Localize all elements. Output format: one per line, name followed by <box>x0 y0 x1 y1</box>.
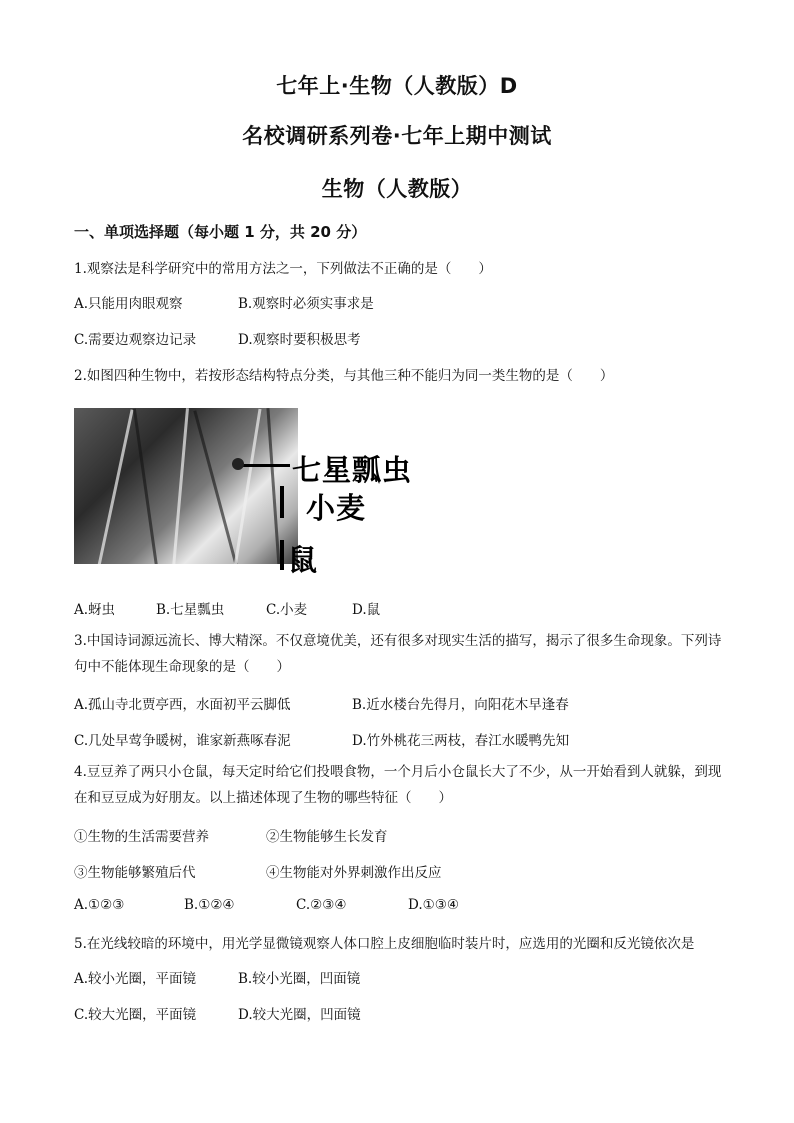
question-2-option-c: C.小麦 <box>266 602 308 618</box>
question-1-option-a: A.只能用肉眼观察 <box>74 296 183 312</box>
question-5-option-a: A.较小光圈，平面镜 <box>74 971 197 987</box>
label-ladybug: 七星瓢虫 <box>292 453 413 487</box>
question-5-option-c: C.较大光圈，平面镜 <box>74 1007 197 1023</box>
doc-title-subject: 生物（人教版） <box>321 177 473 201</box>
question-4-option-d: D.①③④ <box>408 897 459 913</box>
pointer-mouse <box>280 540 284 570</box>
question-4-option-b: B.①②④ <box>184 897 235 913</box>
question-2-option-d: D.鼠 <box>352 602 381 618</box>
section-heading-single-choice: 一、单项选择题（每小题 1 分，共 20 分） <box>74 223 367 241</box>
question-4-stem: 4.豆豆养了两只小仓鼠，每天定时给它们投喂食物，一个月后小仓鼠长大了不少，从一开始看到人就躲，到现在和豆豆成为好朋友。以上描述体现了生物的哪些特征（ ） <box>74 764 722 806</box>
question-3-option-d: D.竹外桃花三两枝，春江水暖鸭先知 <box>352 733 570 749</box>
organisms-photo <box>74 408 298 564</box>
label-wheat: 小麦 <box>306 491 367 525</box>
pointer-wheat <box>280 486 284 518</box>
doc-title-exam: 名校调研系列卷·七年上期中测试 <box>242 124 552 148</box>
question-4-statement-4: ④生物能对外界刺激作出反应 <box>266 865 442 881</box>
question-2-figure <box>74 398 434 577</box>
question-1-stem: 1.观察法是科学研究中的常用方法之一，下列做法不正确的是（ ） <box>74 261 492 277</box>
question-4-statement-1: ①生物的生活需要营养 <box>74 829 209 845</box>
label-mouse: 鼠 <box>288 543 319 577</box>
question-1-option-c: C.需要边观察边记录 <box>74 332 197 348</box>
question-4-option-a: A.①②③ <box>74 897 125 913</box>
doc-title-series: 七年上·生物（人教版）D <box>276 74 518 98</box>
question-3-option-a: A.孤山寺北贾亭西，水面初平云脚低 <box>74 697 291 713</box>
question-4-option-c: C.②③④ <box>296 897 347 913</box>
question-3-stem: 3.中国诗词源远流长、博大精深。不仅意境优美，还有很多对现实生活的描写，揭示了很多生命现象。下列诗句中不能体现生命现象的是（ ） <box>74 633 722 675</box>
question-2-option-b: B.七星瓢虫 <box>156 602 225 618</box>
question-5-stem: 5.在光线较暗的环境中，用光学显微镜观察人体口腔上皮细胞临时装片时，应选用的光圈和反光镜依次是 <box>74 936 695 952</box>
question-2-option-a: A.蚜虫 <box>74 602 116 618</box>
question-3-option-c: C.几处早莺争暖树，谁家新燕啄春泥 <box>74 733 291 749</box>
question-1-option-b: B.观察时必须实事求是 <box>238 296 374 312</box>
question-4-statement-3: ③生物能够繁殖后代 <box>74 865 196 881</box>
question-5-option-b: B.较小光圈，凹面镜 <box>238 971 361 987</box>
question-5-option-d: D.较大光圈，凹面镜 <box>238 1007 361 1023</box>
question-3-option-b: B.近水楼台先得月，向阳花木早逢春 <box>352 697 569 713</box>
question-1-option-d: D.观察时要积极思考 <box>238 332 361 348</box>
question-4-statement-2: ②生物能够生长发育 <box>266 829 388 845</box>
question-2-stem: 2.如图四种生物中，若按形态结构特点分类，与其他三种不能归为同一类生物的是（ ） <box>74 368 614 384</box>
ladybug-dot <box>232 458 244 470</box>
